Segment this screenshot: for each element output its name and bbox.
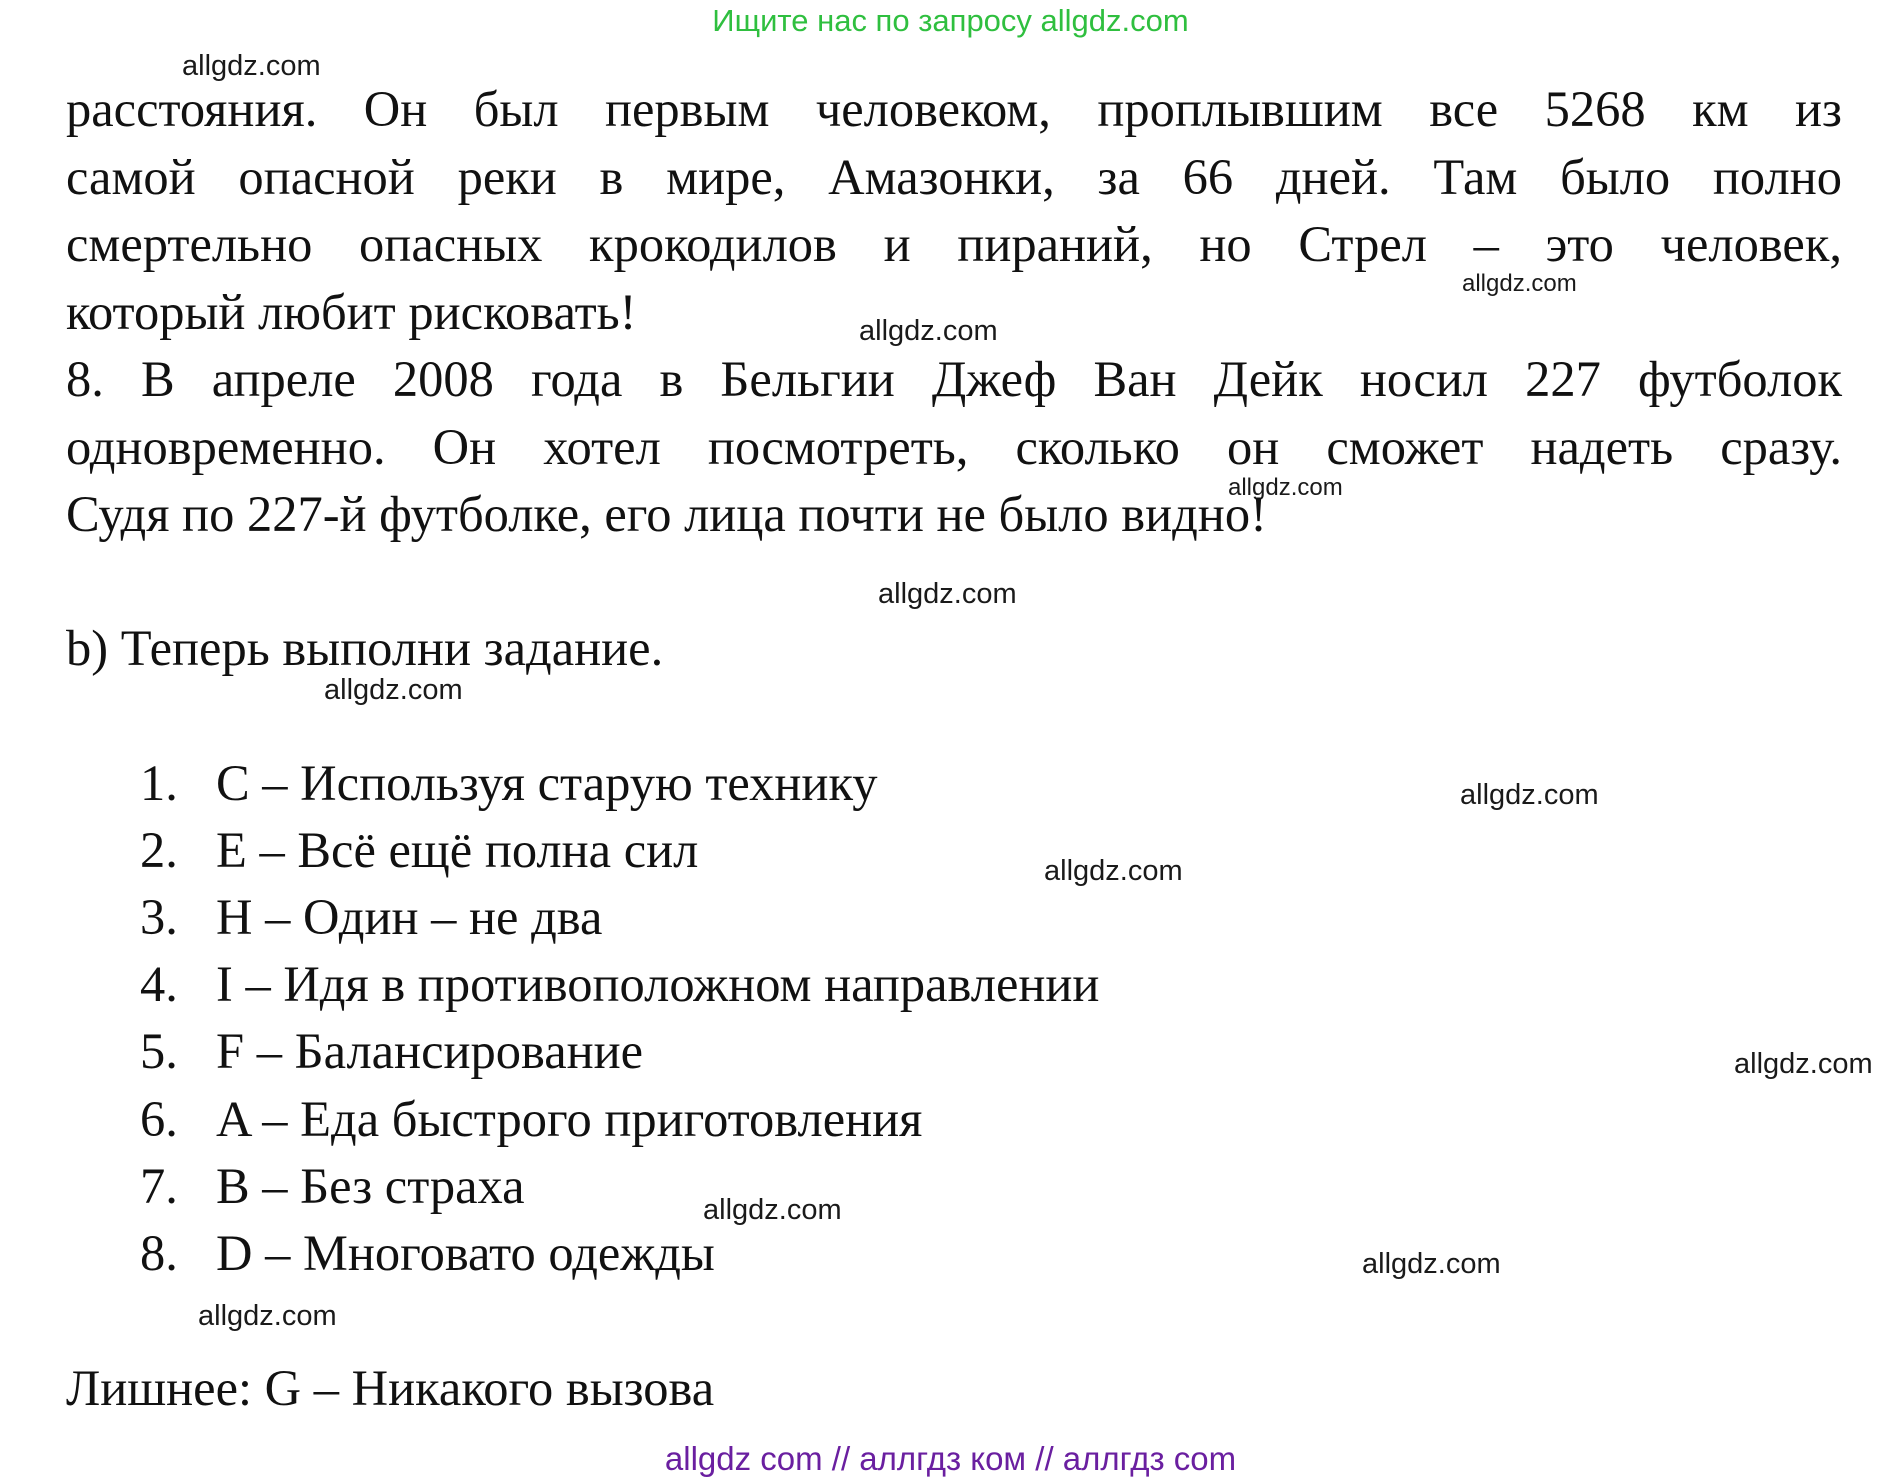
watermark: allgdz.com (878, 578, 1017, 610)
list-item-text: H – Один – не два (216, 889, 603, 945)
list-item-text: D – Многовато одежды (216, 1225, 715, 1281)
watermark: allgdz.com (324, 674, 463, 706)
watermark: allgdz.com (703, 1194, 842, 1226)
extra-answer: Лишнее: G – Никакого вызова (66, 1360, 715, 1416)
watermark: allgdz.com (1228, 474, 1343, 501)
watermark: allgdz.com (1460, 779, 1599, 811)
watermark: allgdz.com (1462, 270, 1577, 297)
list-item-text: A – Еда быстрого приготовления (216, 1091, 923, 1147)
watermark: allgdz.com (198, 1300, 337, 1332)
watermark: allgdz.com (859, 315, 998, 347)
list-item-text: C – Используя старую технику (216, 755, 878, 811)
paragraph-line: одновременно. Он хотел посмотреть, сколько он сможет надеть сразу. (66, 418, 1842, 475)
list-item-number: 1. (140, 755, 178, 811)
list-item-number: 6. (140, 1091, 178, 1147)
paragraph-item-8 (66, 346, 1842, 549)
top-banner: Ищите нас по запросу allgdz.com (712, 3, 1189, 38)
list-item-number: 3. (140, 889, 178, 945)
list-item-number: 4. (140, 956, 178, 1012)
list-item-text: F – Балансирование (216, 1023, 644, 1079)
paragraph-line: который любит рисковать! (66, 283, 637, 340)
list-item-text: E – Всё ещё полна сил (216, 822, 699, 878)
list-item-number: 8. (140, 1225, 178, 1281)
paragraph-line: смертельно опасных крокодилов и пираний, но Стрел – это человек, (66, 216, 1842, 272)
paragraph-line: самой опасной реки в мире, Амазонки, за 66 дней. Там было полно (66, 148, 1842, 205)
watermark: allgdz.com (1044, 855, 1183, 887)
paragraph-line: 8. В апреле 2008 года в Бельгии Джеф Ван Дейк носил 227 футболок (66, 351, 1842, 407)
bottom-banner: allgdz com // аллгдз ком // аллгдз com (664, 1440, 1237, 1477)
list-item-number: 2. (140, 822, 178, 878)
list-item-number: 5. (140, 1023, 178, 1079)
watermark: allgdz.com (1362, 1248, 1501, 1280)
task-b-heading: b) Теперь выполни задание. (66, 620, 664, 676)
list-item-text: I – Идя в противоположном направлении (216, 956, 1100, 1012)
watermark: allgdz.com (182, 50, 321, 82)
list-item-number: 7. (140, 1158, 178, 1214)
watermark: allgdz.com (1734, 1048, 1873, 1080)
list-item-text: B – Без страха (216, 1158, 525, 1214)
paragraph-line: расстояния. Он был первым человеком, проплывшим все 5268 км из (66, 81, 1842, 137)
paragraph-line: Судя по 227-й футболке, его лица почти не было видно! (66, 486, 1267, 542)
paragraph-amazon (66, 76, 1842, 346)
